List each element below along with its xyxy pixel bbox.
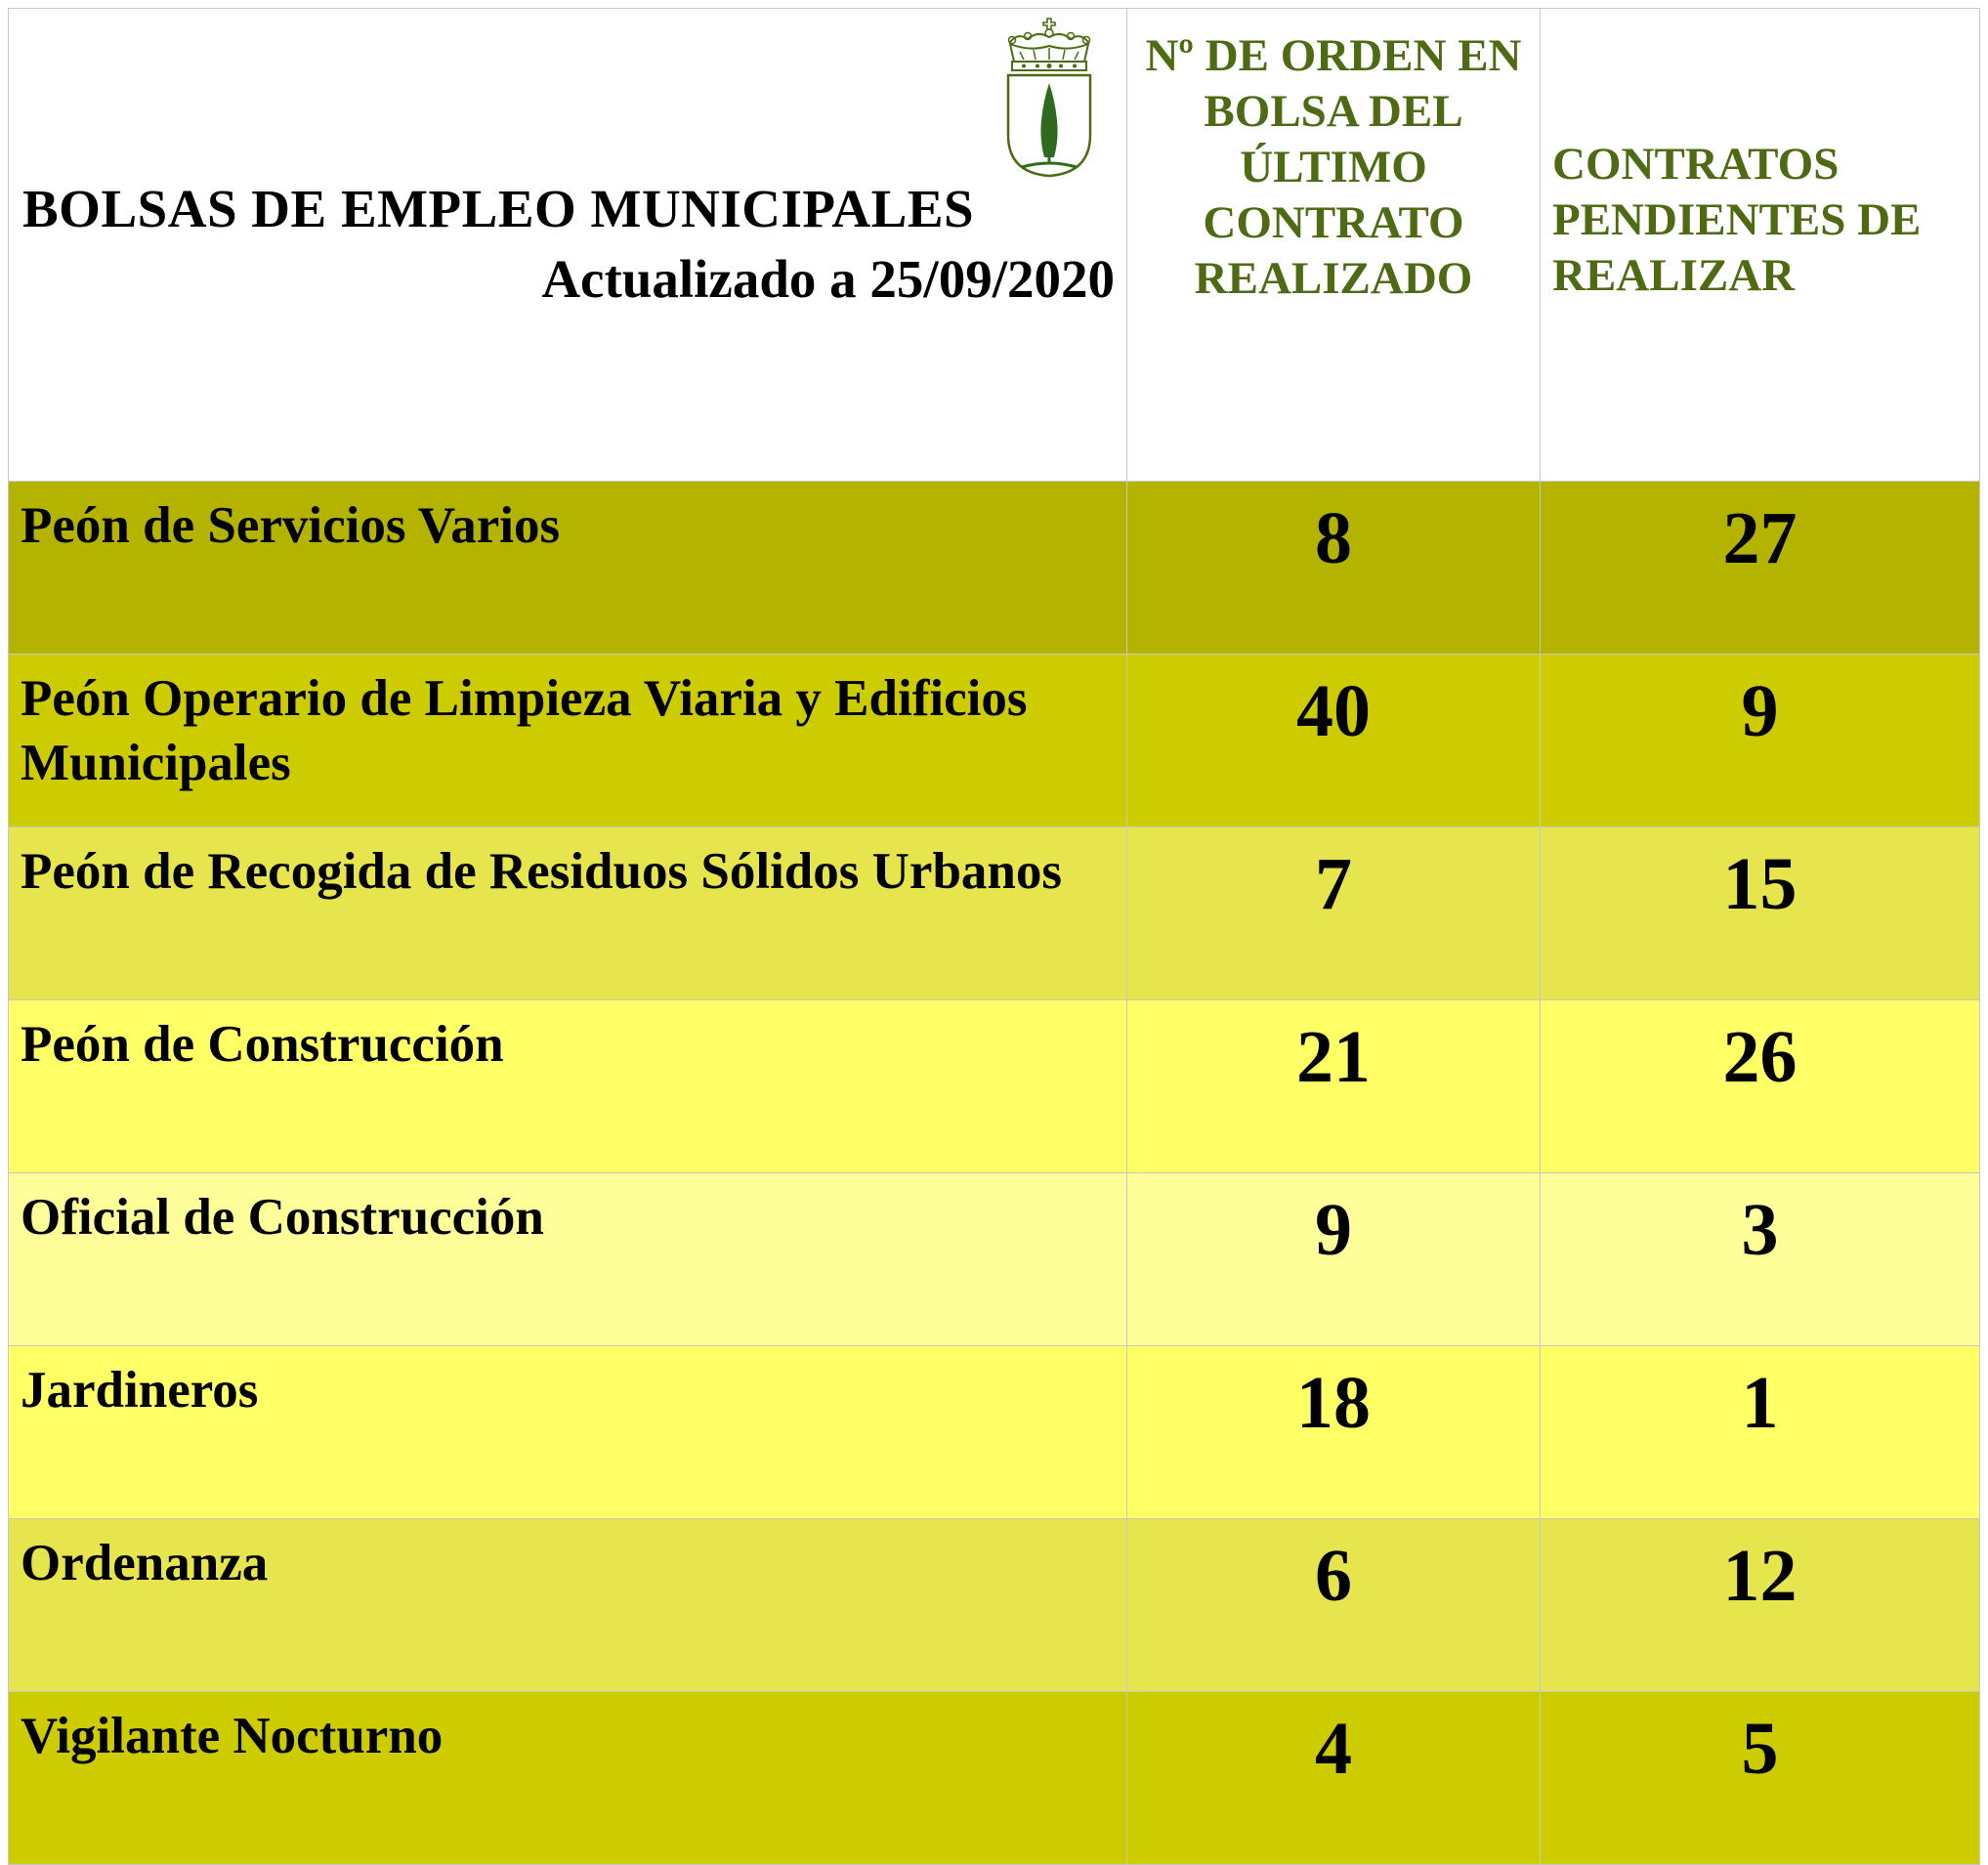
pending-contracts: 5 (1541, 1692, 1980, 1865)
job-name: Peón de Recogida de Residuos Sólidos Urbanos (9, 827, 1127, 1000)
page-title: BOLSAS DE EMPLEO MUNICIPALES (22, 179, 975, 238)
job-name: Peón de Servicios Varios (9, 482, 1127, 655)
employment-pools-table (8, 8, 1980, 1865)
title-cell (9, 9, 1127, 482)
pending-contracts: 3 (1541, 1173, 1980, 1346)
job-name: Oficial de Construcción (9, 1173, 1127, 1346)
table-row (9, 1173, 1980, 1346)
table-row (9, 1346, 1980, 1519)
table-row (9, 1692, 1980, 1865)
coat-of-arms-icon (1000, 13, 1098, 179)
table-header-row (9, 9, 1980, 482)
order-number: 21 (1127, 1000, 1541, 1173)
pending-contracts: 12 (1541, 1519, 1980, 1692)
table-row (9, 1519, 1980, 1692)
updated-date: Actualizado a 25/09/2020 (541, 249, 1115, 309)
order-number: 4 (1127, 1692, 1541, 1865)
pending-contracts: 27 (1541, 482, 1980, 655)
order-number: 7 (1127, 827, 1541, 1000)
order-number: 40 (1127, 655, 1541, 827)
job-name: Vigilante Nocturno (9, 1692, 1127, 1865)
order-number: 6 (1127, 1519, 1541, 1692)
pending-column-header (1541, 9, 1980, 482)
pending-contracts: 1 (1541, 1346, 1980, 1519)
order-number: 18 (1127, 1346, 1541, 1519)
pending-contracts: 9 (1541, 655, 1980, 827)
table-row (9, 655, 1980, 827)
job-name: Peón de Construcción (9, 1000, 1127, 1173)
pending-contracts: 26 (1541, 1000, 1980, 1173)
order-column-header-label: Nº DE ORDEN EN BOLSA DEL ÚLTIMO CONTRATO REALIZADO (1145, 30, 1522, 304)
job-name: Ordenanza (9, 1519, 1127, 1692)
employment-pools-sheet (8, 8, 1979, 1790)
order-column-header (1127, 9, 1541, 482)
order-number: 9 (1127, 1173, 1541, 1346)
job-name: Peón Operario de Limpieza Viaria y Edificios Municipales (9, 655, 1127, 827)
table-row (9, 1000, 1980, 1173)
job-name: Jardineros (9, 1346, 1127, 1519)
pending-contracts: 15 (1541, 827, 1980, 1000)
order-number: 8 (1127, 482, 1541, 655)
table-row (9, 827, 1980, 1000)
pending-column-header-label: CONTRATOS PENDIENTES DE REALIZAR (1552, 139, 1922, 301)
table-row (9, 482, 1980, 655)
